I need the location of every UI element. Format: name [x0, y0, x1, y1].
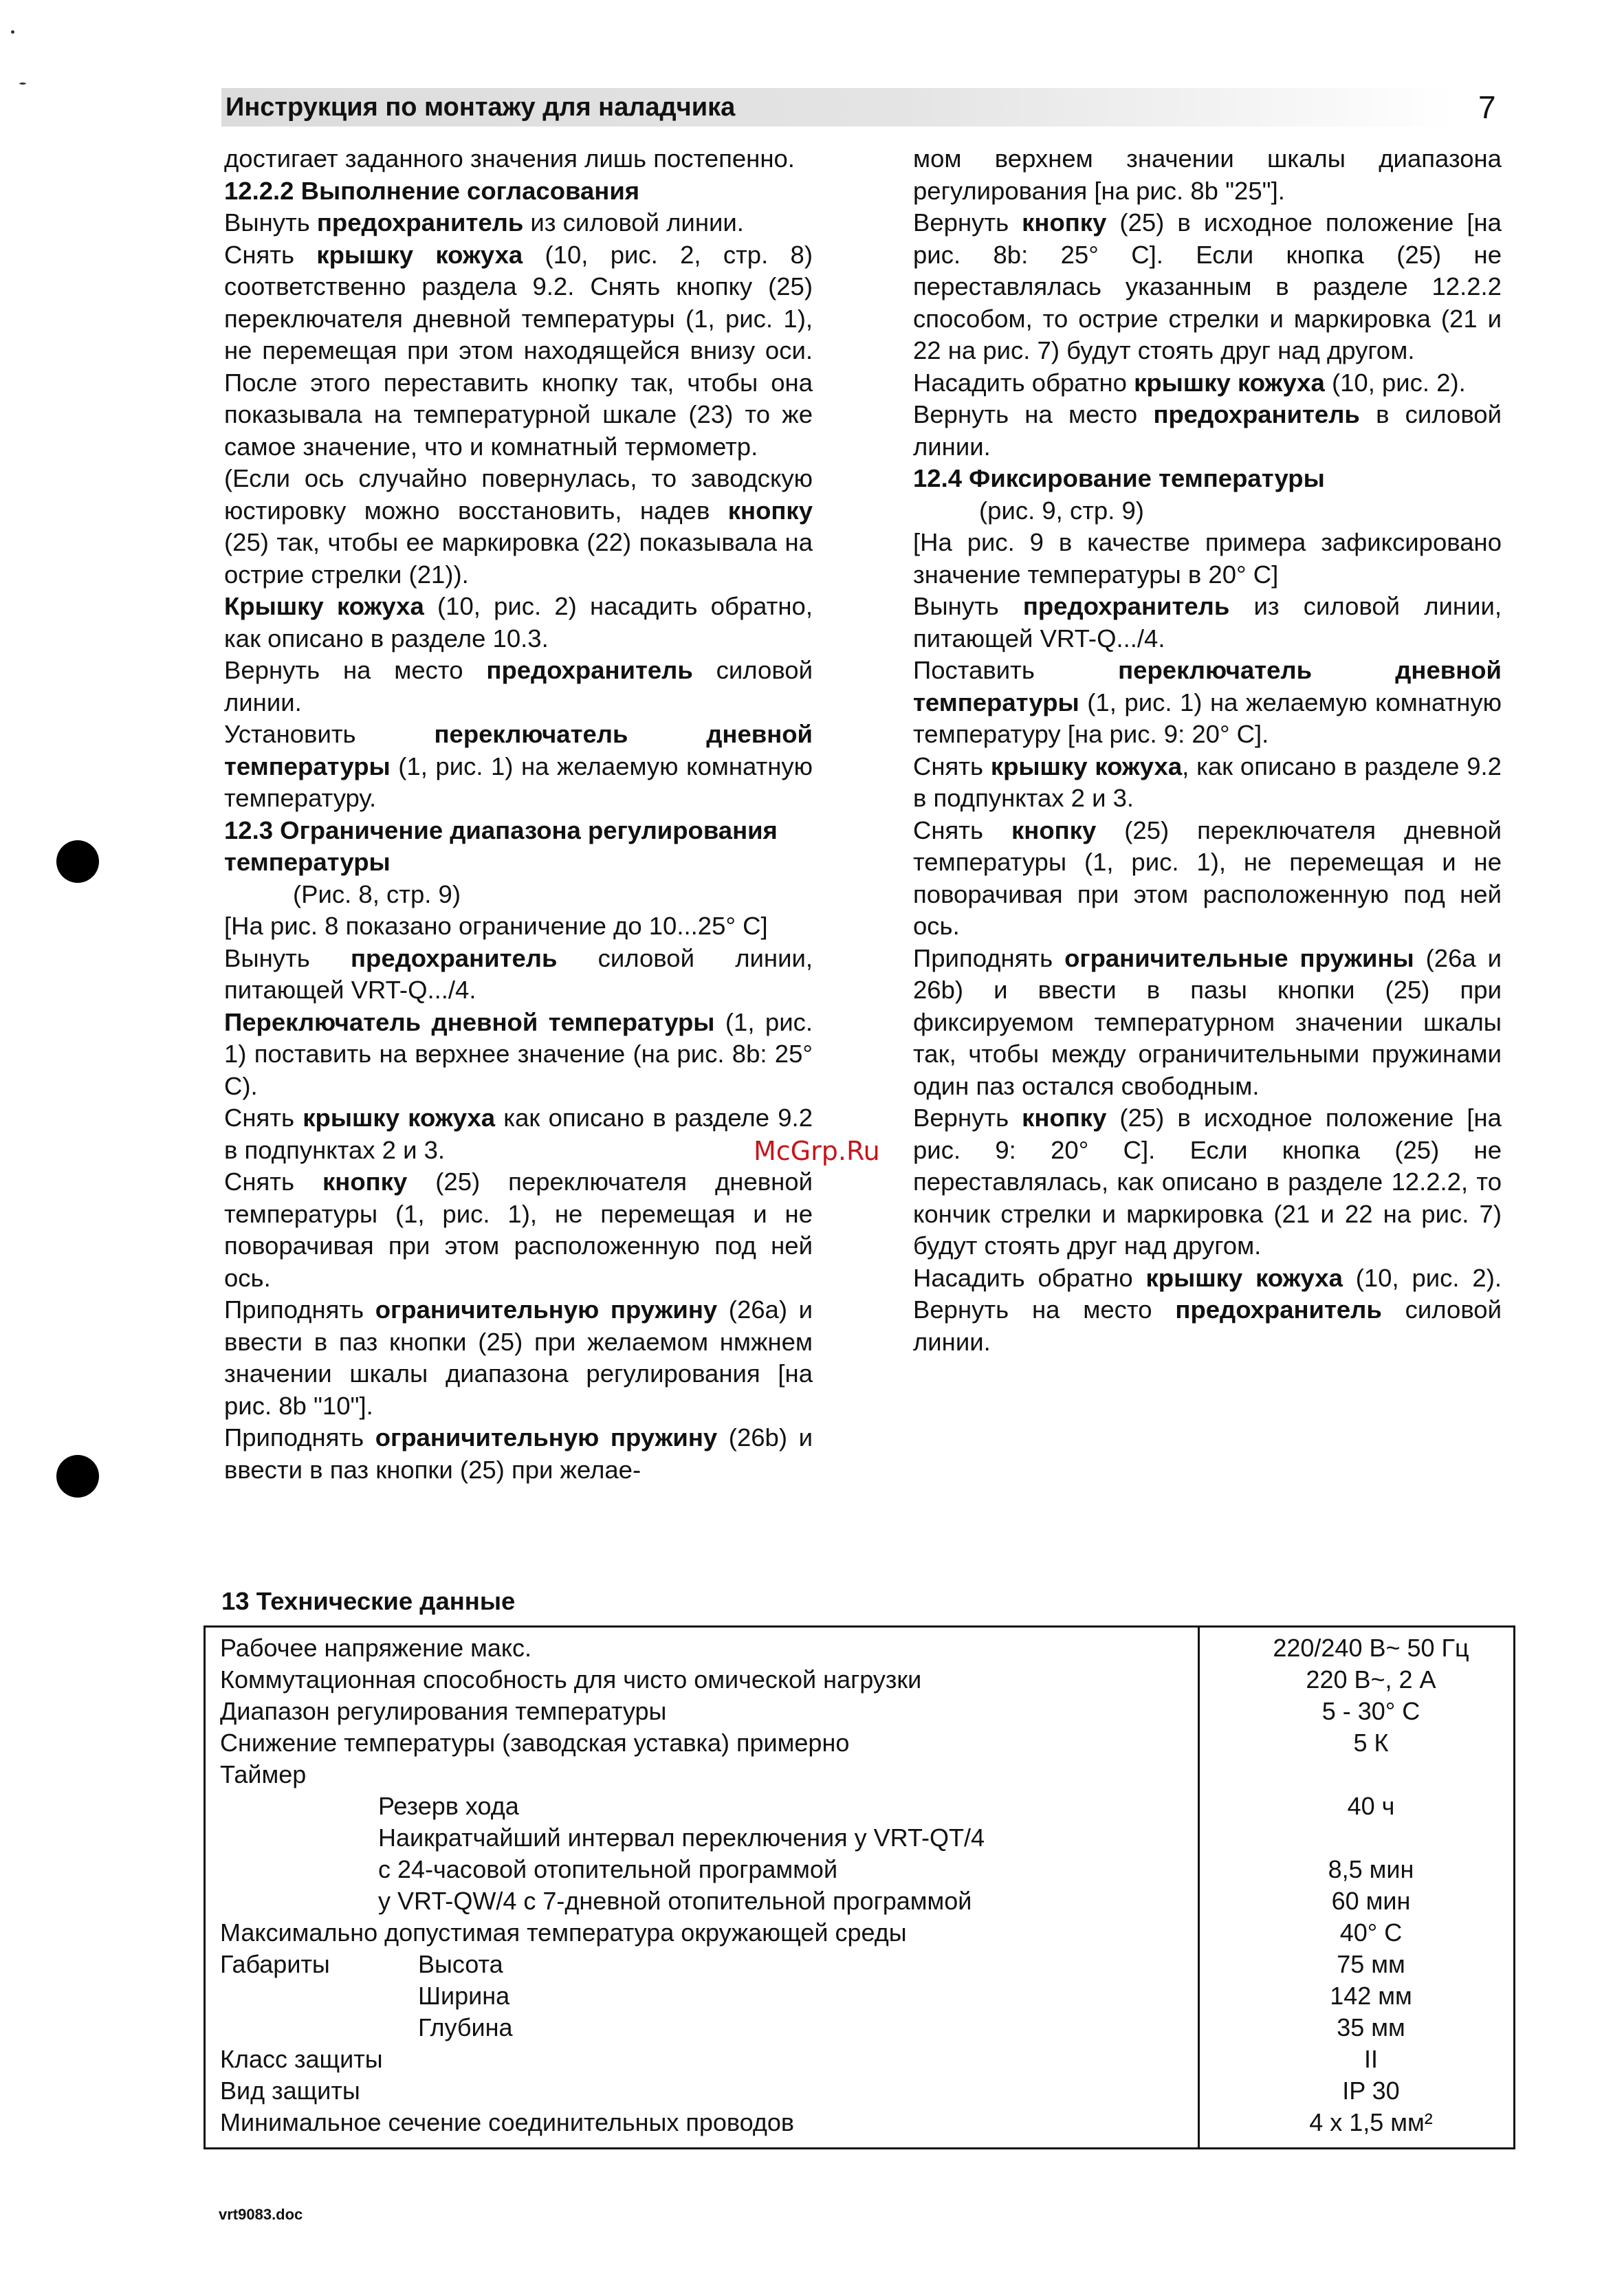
spec-row: Габариты Высота 75 мм: [220, 1950, 1405, 1978]
paragraph: Крышку кожуха (10, рис. 2) насадить обратно, как описано в разделе 10.3.: [224, 592, 813, 653]
spec-row: у VRT-QW/4 с 7-дневной отопительной программой 60 мин: [378, 1887, 1411, 1915]
scan-speck: [19, 83, 26, 85]
paragraph: Установить переключатель дневной температуры (1, рис. 1) на желаемую комнатную температуру.: [224, 720, 813, 812]
note: [На рис. 8 показано ограничение до 10...25° C]: [224, 912, 768, 940]
left-column: [224, 143, 813, 1486]
punch-hole: [56, 840, 99, 883]
spec-row: Максимально допустимая температура окружающей среды 40° С: [220, 1918, 1403, 1947]
footer-filename: vrt9083.doc: [219, 2206, 303, 2223]
paragraph: Снять крышку кожуха, как описано в разделе 9.2 в подпунктах 2 и 3.: [913, 752, 1502, 812]
figure-reference: (Рис. 8, стр. 9): [293, 879, 461, 908]
section-heading-13: 13 Технические данные: [221, 1587, 516, 1615]
paragraph: Вынуть предохранитель из силовой линии.: [224, 208, 744, 237]
spec-row: Рабочее напряжение макс. 220/240 В~ 50 Гц: [220, 1634, 1469, 1662]
paragraph: Снять крышку кожуха (10, рис. 2, стр. 8) соответственно раздела 9.2. Снять кнопку (25) переключателя дневной температуры (1, рис. 1), не перемещая при этом находящейся внизу оси. После этого переставить кнопку так, чтобы она показывала на температурной шкале (23) то же самое значение, что и комнатный термометр.: [224, 240, 813, 461]
paragraph: Переключатель дневной температуры (1, рис. 1) поставить на верхнее значение (на рис. 8b: 25° C).: [224, 1007, 813, 1100]
spec-row: Минимальное сечение соединительных проводов 4 х 1,5 мм²: [220, 2108, 1433, 2136]
paragraph: Вынуть предохранитель из силовой линии, питающей VRT-Q.../4.: [913, 592, 1502, 653]
paragraph: Вернуть на место предохранитель силовой линии.: [224, 656, 813, 716]
section-heading-12-2-2: 12.2.2 Выполнение согласования: [224, 176, 640, 205]
page-number: 7: [1478, 89, 1496, 125]
figure-reference: (рис. 9, стр. 9): [979, 496, 1144, 525]
paragraph: мом верхнем значении шкалы диапазона регулирования [на рис. 8b "25"].: [913, 144, 1502, 205]
paragraph: Поставить переключатель дневной температуры (1, рис. 1) на желаемую комнатную температуру [на рис. 9: 20° C].: [913, 656, 1502, 748]
page-header-title: Инструкция по монтажу для наладчика: [221, 88, 1456, 127]
paragraph: Насадить обратно крышку кожуха (10, рис. 2).: [913, 368, 1466, 397]
paragraph: (Если ось случайно повернулась, то заводскую юстировку можно восстановить, надев кнопку (25) так, чтобы ее маркировка (22) показывала на острие стрелки (21)).: [224, 464, 813, 589]
paragraph: Вернуть кнопку (25) в исходное положение [на рис. 9: 20° C]. Если кнопка (25) не переставлялась, как описано в разделе 12.2.2, то кончик стрелки и маркировка (21 и 22 на рис. 7) будут стоять друг над другом.: [913, 1104, 1502, 1260]
spec-row: Диапазон регулирования температуры 5 - 30° С: [220, 1697, 1420, 1725]
spec-row: Снижение температуры (заводская уставка) примерно 5 К: [220, 1729, 1389, 1757]
paragraph: Снять крышку кожуха как описано в разделе 9.2 в подпунктах 2 и 3.: [224, 1104, 813, 1164]
paragraph: Вернуть кнопку (25) в исходное положение [на рис. 8b: 25° C]. Если кнопка (25) не переставлялась указанным в разделе 12.2.2 способом, то острие стрелки и маркировка (21 и 22 на рис. 7) будут стоять друг над другом.: [913, 208, 1502, 364]
paragraph: Снять кнопку (25) переключателя дневной температуры (1, рис. 1), не перемещая и не поворачивая при этом расположенную под ней ось.: [224, 1168, 813, 1292]
spec-row: с 24-часовой отопительной программой 8,5 мин: [378, 1855, 1414, 1883]
paragraph: Приподнять ограничительную пружину (26b) и ввести в паз кнопки (25) при желае-: [224, 1423, 813, 1484]
paragraph: Насадить обратно крышку кожуха (10, рис. 2). Вернуть на место предохранитель силовой линии.: [913, 1263, 1502, 1356]
section-heading-12-3: 12.3 Ограничение диапазона регулирования температуры: [224, 815, 778, 876]
spec-row: Вид защиты IP 30: [220, 2077, 1400, 2105]
spec-row: Наикратчайший интервал переключения у VRT-QT/4: [378, 1823, 985, 1852]
section-heading-12-4: 12.4 Фиксирование температуры: [913, 464, 1325, 492]
right-column: [913, 143, 1502, 1358]
paragraph: Приподнять ограничительную пружину (26a) и ввести в паз кнопки (25) при желаемом нмжнем значении шкалы диапазона регулирования [на рис. 8b "10"].: [224, 1295, 813, 1420]
paragraph: Приподнять ограничительные пружины (26a и 26b) и ввести в пазы кнопки (25) при фиксируемом температурном значении шкалы так, чтобы между ограничительными пружинами один паз остался свободным.: [913, 943, 1502, 1100]
paragraph: достигает заданного значения лишь постепенно.: [224, 144, 795, 173]
spec-row: Резерв хода 40 ч: [378, 1792, 1395, 1820]
paragraph: Вынуть предохранитель силовой линии, питающей VRT-Q.../4.: [224, 943, 813, 1004]
paragraph: Вернуть на место предохранитель в силовой линии.: [913, 400, 1502, 461]
spec-row: Коммутационная способность для чисто омической нагрузки 220 В~, 2 А: [220, 1665, 1436, 1694]
paragraph: Снять кнопку (25) переключателя дневной температуры (1, рис. 1), не перемещая и не поворачивая при этом расположенную под ней ось.: [913, 815, 1502, 940]
spec-row: Ширина 142 мм: [418, 1982, 1412, 2010]
note: [На рис. 9 в качестве примера зафиксировано значение температуры в 20° C]: [913, 528, 1502, 589]
scan-speck: [11, 30, 14, 34]
watermark: McGrp.Ru: [754, 1136, 880, 1166]
spec-row: Класс защиты II: [220, 2045, 1378, 2073]
punch-hole: [56, 1455, 99, 1498]
spec-row: Таймер: [220, 1760, 307, 1788]
spec-row: Глубина 35 мм: [418, 2013, 1405, 2041]
